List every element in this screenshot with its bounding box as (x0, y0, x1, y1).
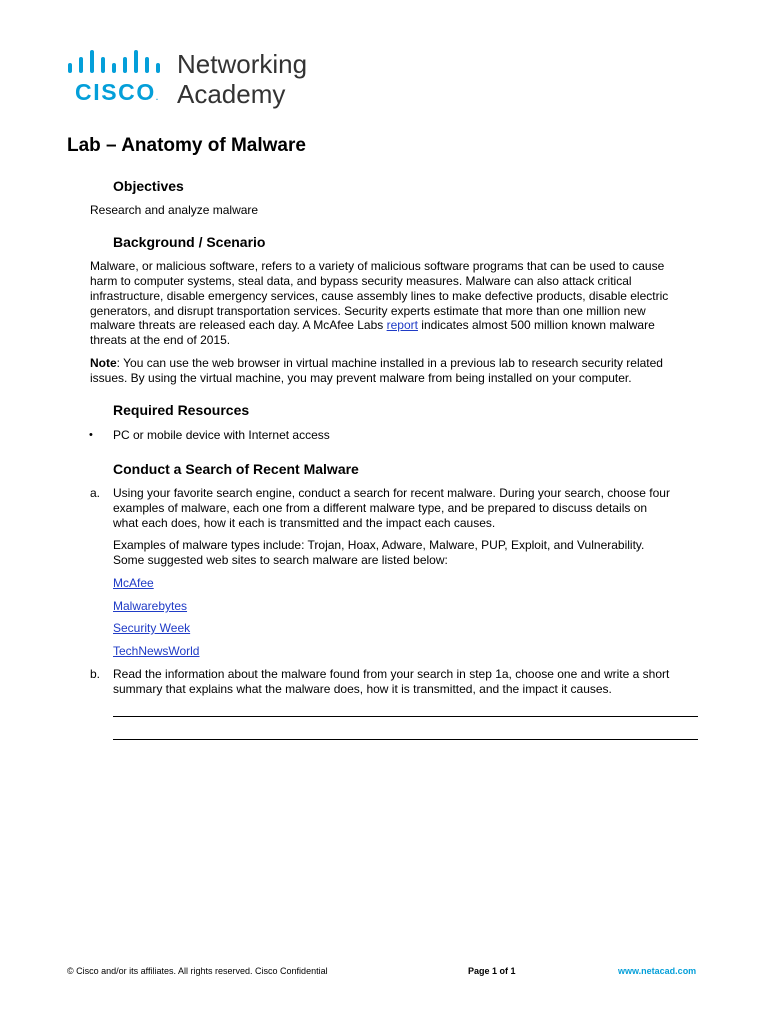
resource-item: PC or mobile device with Internet access (113, 428, 330, 442)
note-line-1: Note: You can use the web browser in virtual machine installed in a previous lab to research security related (90, 356, 663, 370)
search-heading: Conduct a Search of Recent Malware (113, 461, 359, 477)
answer-line-1[interactable] (113, 716, 698, 717)
cisco-networking-academy-logo (66, 50, 326, 110)
background-line-1: Malware, or malicious software, refers to a variety of malicious software programs that can be used to cause (90, 259, 665, 273)
step-a-line-1: Using your favorite search engine, conduct a search for recent malware. During your search, choose four (113, 486, 670, 500)
report-link[interactable]: report (386, 318, 418, 332)
step-b-marker: b. (90, 667, 101, 681)
footer-page-number: Page 1 of 1 (468, 966, 516, 976)
brand-academy: Academy (177, 79, 286, 109)
background-heading: Background / Scenario (113, 234, 266, 250)
cisco-wordmark: CISCO. (75, 79, 159, 105)
note-line-2: issues. By using the virtual machine, you may prevent malware from being installed on your computer. (90, 371, 632, 385)
background-line-2: harm to computer systems, steal data, and bypass security measures. Malware can also attack critical (90, 274, 632, 288)
note-label: Note (90, 356, 117, 370)
cisco-bars-icon (66, 50, 166, 78)
answer-line-2[interactable] (113, 739, 698, 740)
background-line-4: generators, and disrupt transportation services. Security experts estimate that more than one million new (90, 304, 646, 318)
step-a-marker: a. (90, 486, 101, 500)
security-week-link[interactable]: Security Week (113, 621, 191, 635)
technewsworld-link[interactable]: TechNewsWorld (113, 644, 200, 658)
mcafee-link[interactable]: McAfee (113, 576, 154, 590)
resources-heading: Required Resources (113, 402, 250, 418)
bullet-icon: • (89, 429, 93, 441)
malwarebytes-link[interactable]: Malwarebytes (113, 599, 188, 613)
footer-copyright: © Cisco and/or its affiliates. All rights reserved. Cisco Confidential (67, 966, 328, 976)
objectives-heading: Objectives (113, 178, 184, 194)
objectives-text: Research and analyze malware (90, 203, 259, 217)
step-b-line-1: Read the information about the malware found from your search in step 1a, choose one and write a short (113, 667, 670, 681)
step-a-line-2: examples of malware, each one from a different malware type, and be prepared to discuss details on (113, 501, 648, 515)
examples-line-2: Some suggested web sites to search malware are listed below: (113, 553, 448, 567)
step-a-line-3: what each does, how it each is transmitted and the impact each causes. (113, 516, 496, 530)
brand-networking: Networking (177, 49, 308, 79)
examples-line-1: Examples of malware types include: Trojan, Hoax, Adware, Malware, PUP, Exploit, and Vulnerability. (113, 538, 645, 552)
step-b-line-2: summary that explains what the malware does, how it is transmitted, and the impact it causes. (113, 682, 612, 696)
footer-url-link[interactable]: www.netacad.com (618, 966, 697, 976)
background-line-6: threats at the end of 2015. (90, 333, 231, 347)
background-line-3: infrastructure, disable emergency services, cause assembly lines to make defective products, disable electric (90, 289, 669, 303)
background-line-5: malware threats are released each day. A McAfee Labs report indicates almost 500 million known malware (90, 318, 655, 332)
page-title: Lab – Anatomy of Malware (67, 135, 306, 156)
